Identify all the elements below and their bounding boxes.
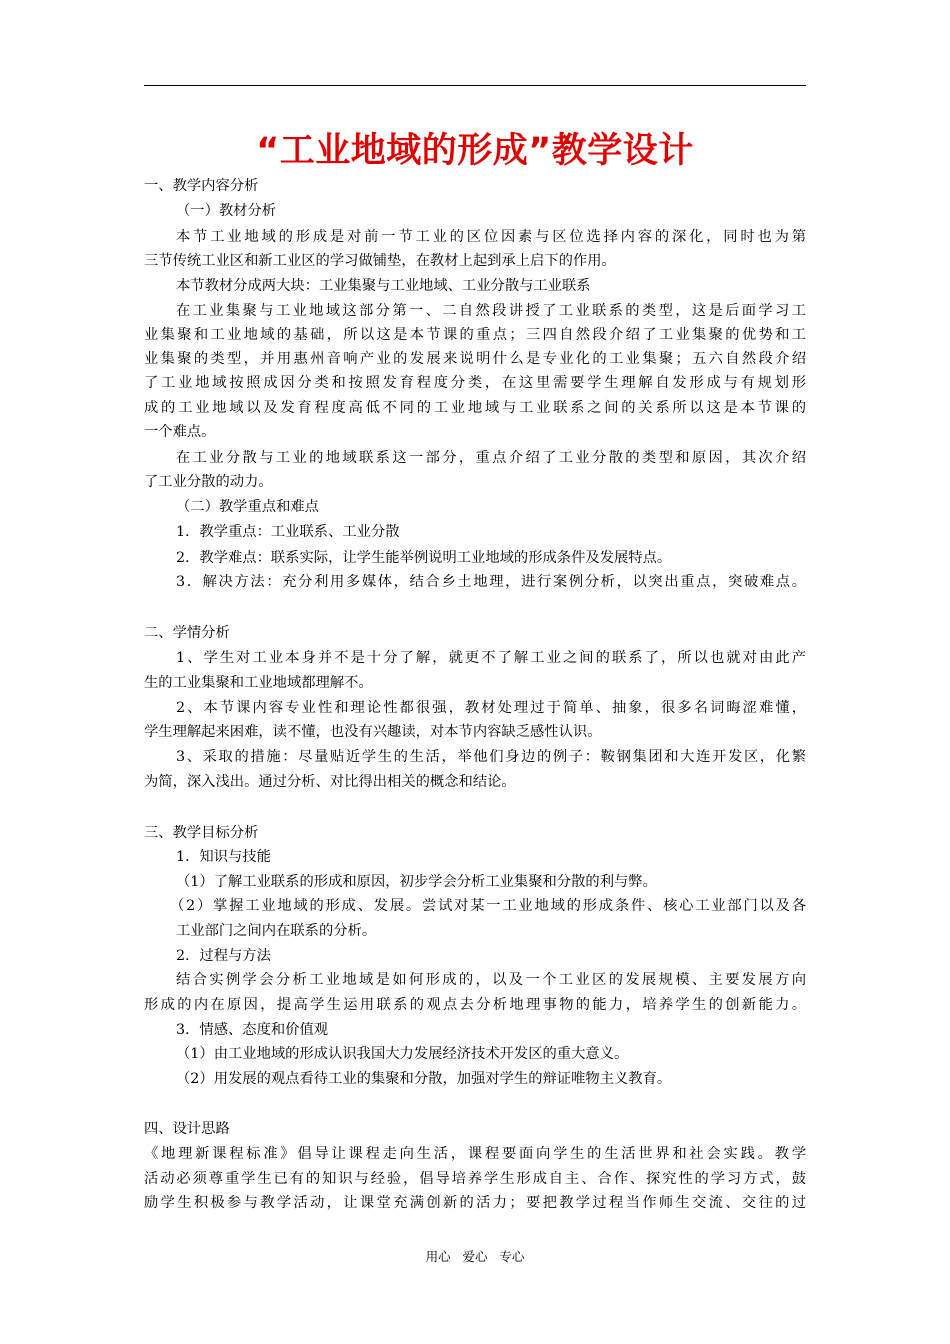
header-rule xyxy=(144,85,806,86)
body-line: 一个难点。 xyxy=(144,424,216,440)
body-line: 励学生积极参与教学活动，让课堂充满创新的活力；要把教学过程当作师生交流、交往的过 xyxy=(144,1195,806,1211)
body-line: （2）掌握工业地域的形成、发展。尝试对某一工业地域的形成条件、核心工业部门以及各 xyxy=(170,898,806,914)
body-line: 3．情感、态度和价值观 xyxy=(176,1022,329,1038)
body-line: 学生理解起来困难，读不懂，也没有兴趣读，对本节内容缺乏感性认识。 xyxy=(144,724,602,740)
body-line: 2．教学难点：联系实际，让学生能举例说明工业地域的形成条件及发展特点。 xyxy=(176,550,672,566)
body-line: 四、设计思路 xyxy=(144,1121,230,1137)
body-line: 在工业分散与工业的地域联系这一部分，重点介绍了工业分散的类型和原因，其次介绍 xyxy=(176,450,806,466)
body-line: 本节教材分成两大块：工业集聚与工业地域、工业分散与工业联系 xyxy=(176,278,591,294)
body-line: （一）教材分析 xyxy=(176,203,277,219)
body-line: 了工业地域按照成因分类和按照发育程度分类，在这里需要学生理解自发形成与有规划形 xyxy=(144,375,806,391)
body-line: 1．教学重点：工业联系、工业分散 xyxy=(176,524,400,540)
body-line: 活动必须尊重学生已有的知识与经验，倡导培养学生形成自主、合作、探究性的学习方式，鼓 xyxy=(144,1171,806,1187)
page-footer: 用心 爱心 专心 xyxy=(425,1249,525,1264)
body-line: 在工业集聚与工业地域这部分第一、二自然段讲授了工业联系的类型，这是后面学习工 xyxy=(176,303,806,319)
body-line: （二）教学重点和难点 xyxy=(176,499,319,515)
body-line: 本节工业地域的形成是对前一节工业的区位因素与区位选择内容的深化，同时也为第 xyxy=(176,229,806,245)
body-line: 为简，深入浅出。通过分析、对比得出相关的概念和结论。 xyxy=(144,774,516,790)
body-line: 工业部门之间内在联系的分析。 xyxy=(176,923,377,939)
body-line: 3．解决方法：充分利用多媒体，结合乡土地理，进行案例分析，以突出重点，突破难点。 xyxy=(176,574,806,590)
body-line: 2、本节课内容专业性和理论性都很强，教材处理过于简单、抽象，很多名词晦涩难懂， xyxy=(176,700,806,716)
body-line: 了工业分散的动力。 xyxy=(144,474,273,490)
body-line: （2）用发展的观点看待工业的集聚和分散，加强对学生的辩证唯物主义教育。 xyxy=(176,1071,672,1087)
body-line: 三、教学目标分析 xyxy=(144,825,259,841)
body-line: 2．过程与方法 xyxy=(176,948,271,964)
body-line: 成的工业地域以及发育程度高低不同的工业地域与工业联系之间的关系所以这是本节课的 xyxy=(144,400,806,416)
document-title: “工业地域的形成”教学设计 xyxy=(256,131,694,171)
body-line: 业集聚和工业地域的基础，所以这是本节课的重点；三四自然段介绍了工业集聚的优势和工 xyxy=(144,327,806,343)
body-line: 形成的内在原因，提高学生运用联系的观点去分析地理事物的能力，培养学生的创新能力。 xyxy=(144,997,806,1013)
body-line: 1．知识与技能 xyxy=(176,849,271,865)
body-line: 3、采取的措施：尽量贴近学生的生活，举他们身边的例子：鞍钢集团和大连开发区，化繁 xyxy=(176,749,806,765)
body-line: 《地理新课程标准》倡导让课程走向生活，课程要面向学生的生活世界和社会实践。教学 xyxy=(144,1146,806,1162)
body-line: 结合实例学会分析工业地域是如何形成的，以及一个工业区的发展规模、主要发展方向 xyxy=(176,972,806,988)
body-line: 三节传统工业区和新工业区的学习做铺垫，在教材上起到承上启下的作用。 xyxy=(144,253,616,269)
body-line: 一、教学内容分析 xyxy=(144,178,259,194)
body-line: 1、学生对工业本身并不是十分了解，就更不了解工业之间的联系了，所以也就对由此产 xyxy=(176,650,806,666)
body-line: （1）了解工业联系的形成和原因，初步学会分析工业集聚和分散的利与弊。 xyxy=(176,874,657,890)
body-line: 业集聚的类型，并用惠州音响产业的发展来说明什么是专业化的工业集聚；五六自然段介绍 xyxy=(144,351,806,367)
body-line: （1）由工业地域的形成认识我国大力发展经济技术开发区的重大意义。 xyxy=(176,1046,629,1062)
body-line: 二、学情分析 xyxy=(144,625,230,641)
body-line: 生的工业集聚和工业地域都理解不。 xyxy=(144,675,373,691)
